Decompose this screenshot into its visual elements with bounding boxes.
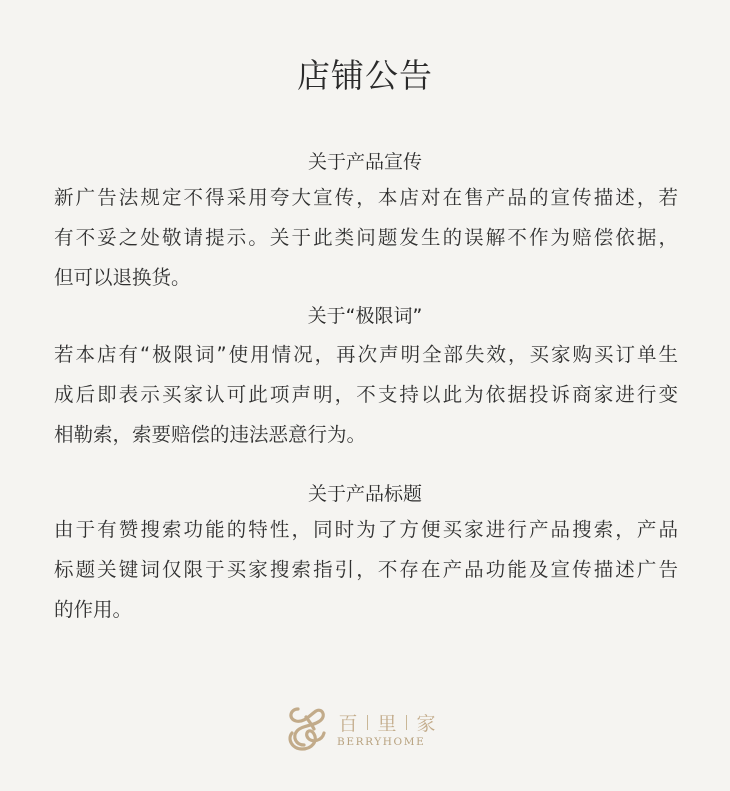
paragraph-line: 标题关键词仅限于买家搜索指引，不存在产品功能及宣传描述广告 [54,558,678,581]
brand-logo [284,703,454,755]
section-body-extreme-words [54,335,678,455]
brand-char: 里 [377,713,397,735]
brand-char: 家 [416,713,436,735]
section-body-product-title [54,510,678,630]
paragraph-line: 由于有赞搜索功能的特性，同时为了方便买家进行产品搜索，产品 [54,518,678,541]
brand-name-en: BERRYHOME [337,736,426,748]
paragraph-line: 新广告法规定不得采用夸大宣传，本店对在售产品的宣传描述，若 [54,186,678,209]
brand-divider [406,715,407,730]
page-title: 店铺公告 [297,56,433,95]
paragraph-line: 的作用。 [54,598,133,621]
paragraph-line: 但可以退换货。 [54,266,191,289]
paragraph-line: 有不妥之处敬请提示。关于此类问题发生的误解不作为赔偿依据， [54,226,678,249]
paragraph-line: 相勒索，索要赔偿的违法恶意行为。 [54,423,367,446]
brand-char: 百 [338,713,358,735]
section-heading-product-promotion: 关于产品宣传 [307,151,422,173]
brand-name-cn [337,709,437,736]
section-heading-product-title: 关于产品标题 [307,483,422,505]
paragraph-line: 成后即表示买家认可此项声明，不支持以此为依据投诉商家进行变 [54,383,678,406]
paragraph-line: 若本店有“极限词”使用情况，再次声明全部失效，买家购买订单生 [54,343,678,366]
brand-divider [367,715,368,730]
section-heading-extreme-words: 关于“极限词” [307,305,423,327]
berryhome-knot-logo-icon [284,703,328,753]
section-body-product-promotion [54,178,678,298]
